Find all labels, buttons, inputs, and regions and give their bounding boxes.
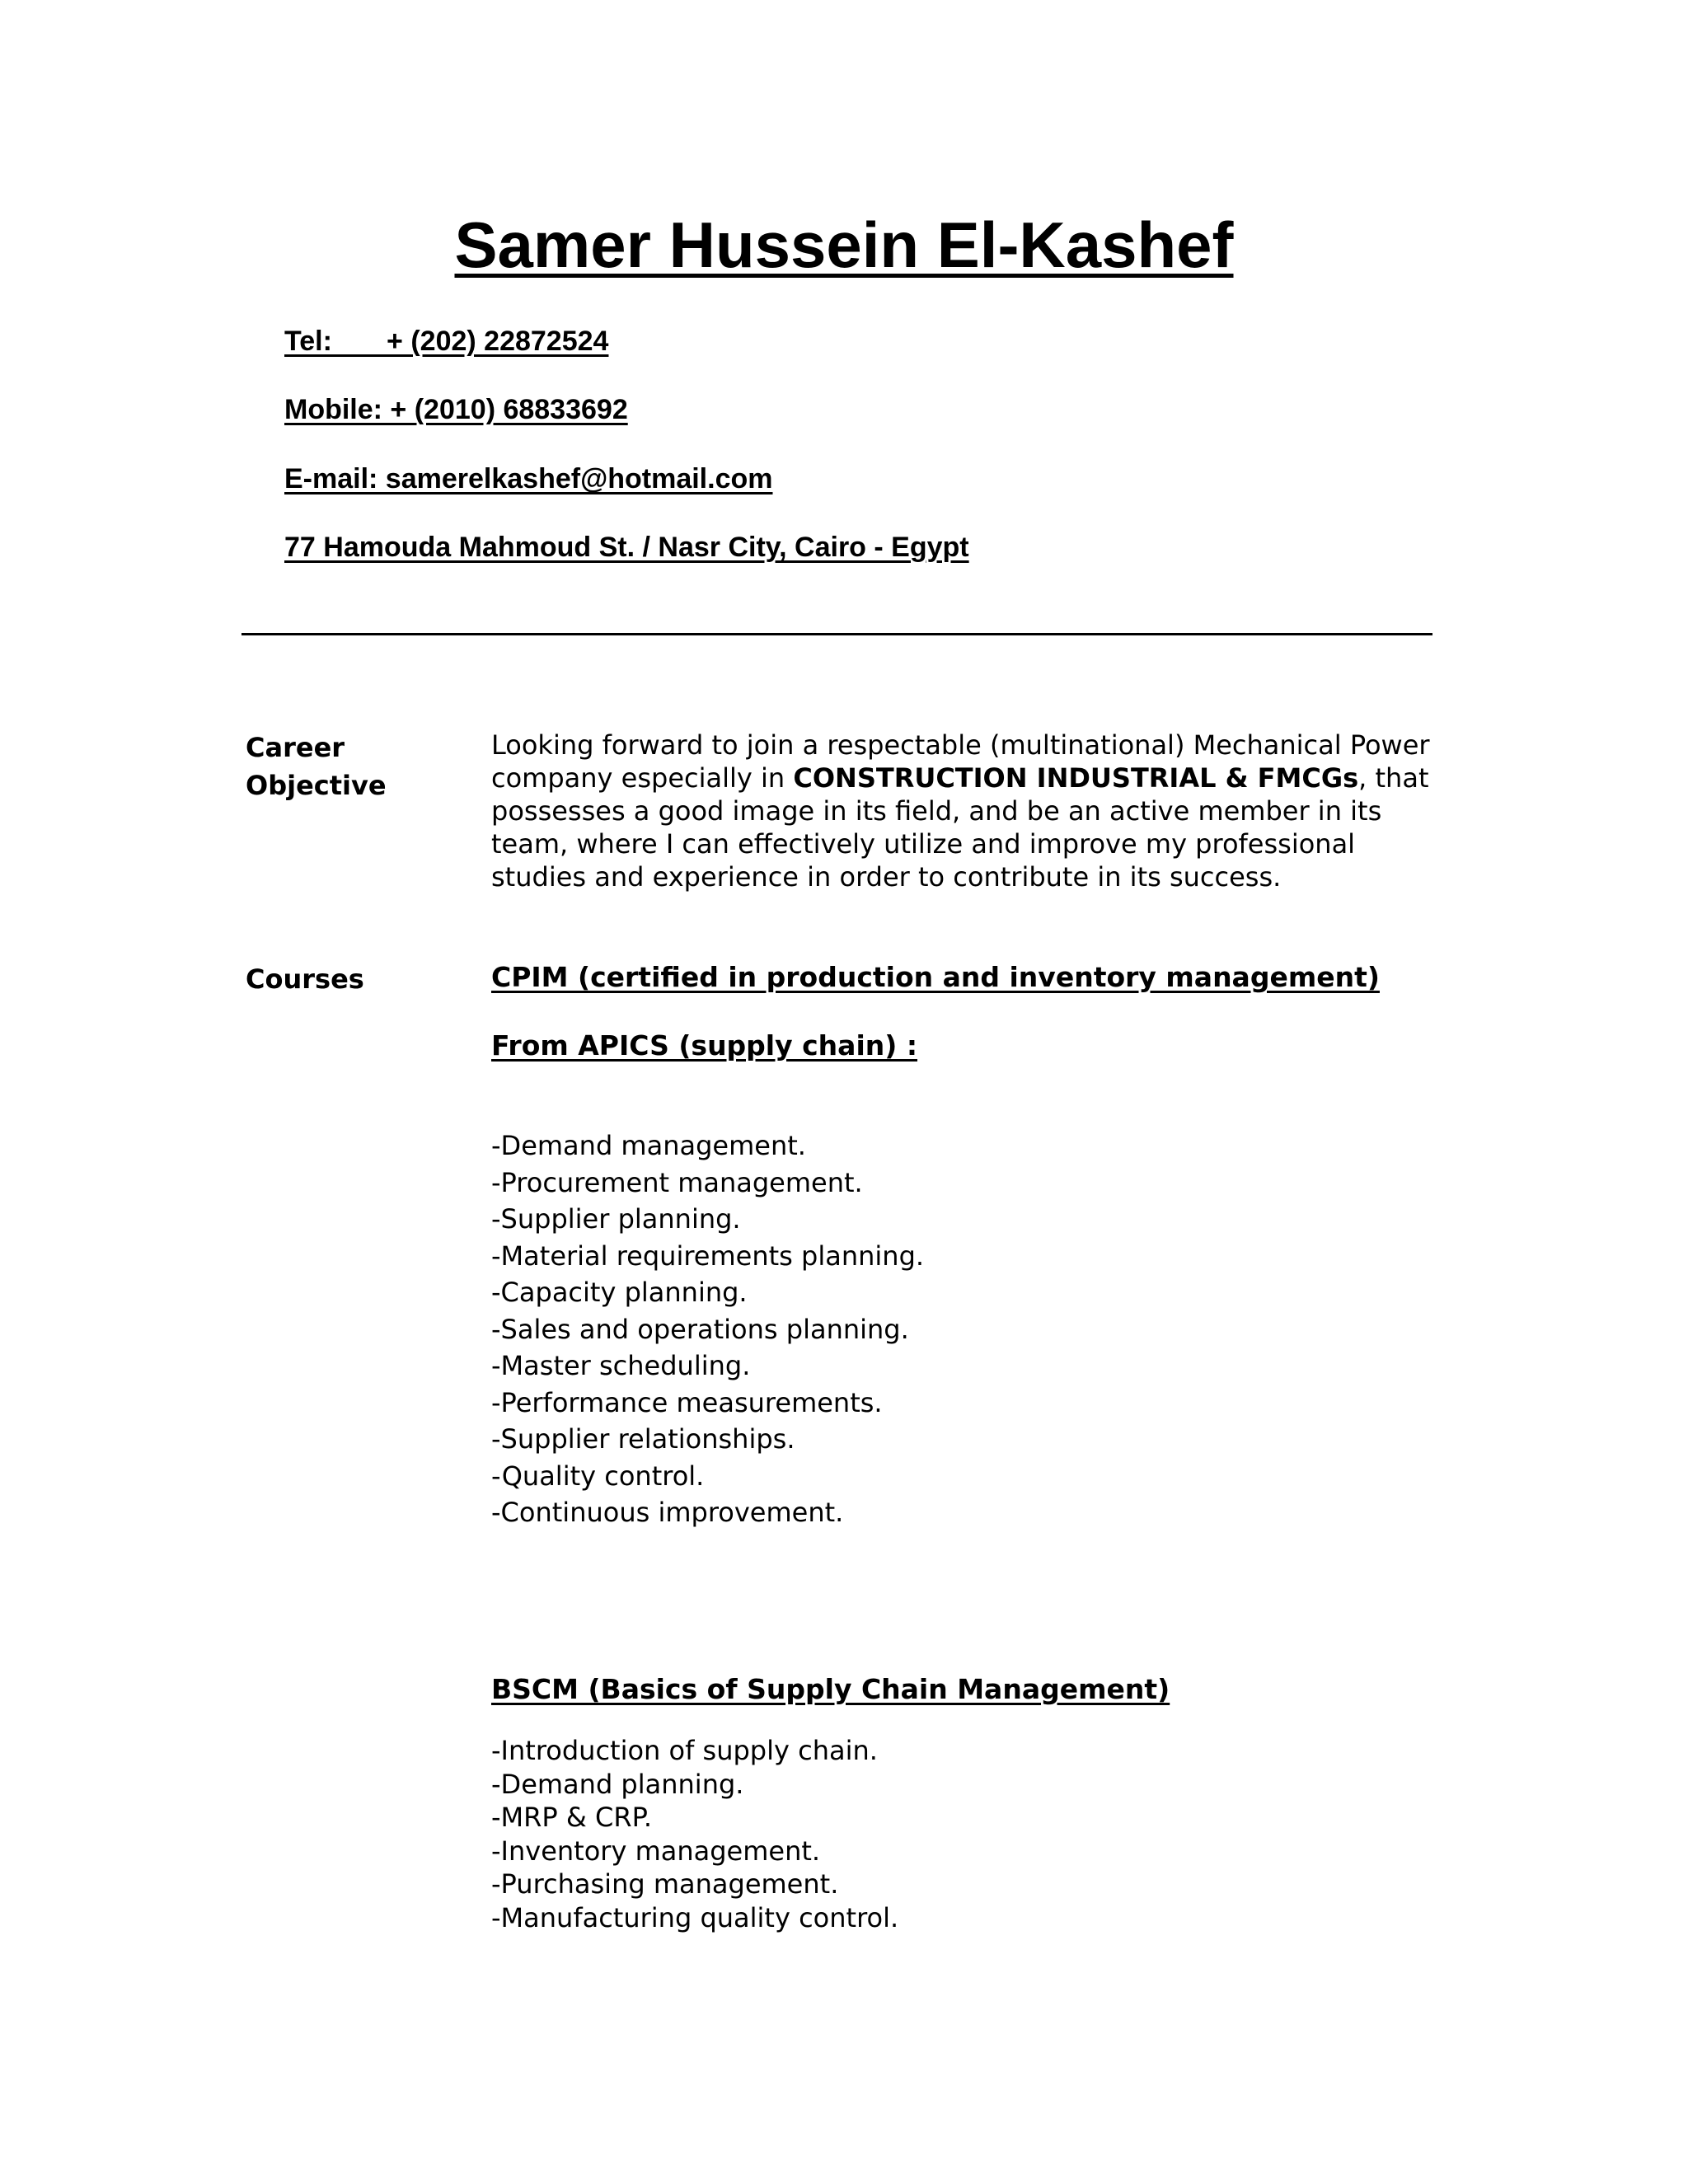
contact-tel: Tel: + (202) 22872524 — [284, 326, 609, 357]
cpim-heading: CPIM (certified in production and inventory management) — [491, 961, 1380, 993]
list-item: -Manufacturing quality control. — [491, 1901, 899, 1933]
list-item: -MRP & CRP. — [491, 1802, 653, 1833]
bscm-heading: BSCM (Basics of Supply Chain Management) — [491, 1673, 1170, 1705]
cpim-subheading: From APICS (supply chain) : — [491, 1029, 918, 1062]
career-objective-label — [246, 729, 387, 804]
list-item: -Material requirements planning. — [491, 1240, 925, 1272]
list-item: -Demand management. — [491, 1130, 806, 1161]
list-item: -Procurement management. — [491, 1166, 863, 1198]
list-item: -Continuous improvement. — [491, 1497, 844, 1528]
career-objective-text — [491, 729, 1447, 893]
list-item: -Sales and operations planning. — [491, 1313, 909, 1345]
courses-label: Courses — [246, 963, 364, 995]
list-item: -Introduction of supply chain. — [491, 1735, 878, 1766]
objective-text-bold: CONSTRUCTION INDUSTRIAL & FMCGs — [793, 762, 1359, 794]
contact-mobile: Mobile: + (2010) 68833692 — [284, 394, 628, 425]
bscm-course-list — [491, 1734, 898, 1934]
list-item: -Performance measurements. — [491, 1386, 883, 1418]
list-item: -Capacity planning. — [491, 1277, 748, 1308]
objective-text-part2: , that possesses a good image in its field, and be an active member in its team, where I can effectively utilize and improve my professional studies and experience in order to contribute in its success. — [491, 762, 1429, 893]
list-item: -Inventory management. — [491, 1835, 821, 1867]
list-item: -Demand planning. — [491, 1768, 744, 1800]
contact-address: 77 Hamouda Mahmoud St. / Nasr City, Cairo - Egypt — [284, 532, 969, 563]
resume-name-text: Samer Hussein El-Kashef — [454, 209, 1234, 281]
contact-email: E-mail: samerelkashef@hotmail.com — [284, 463, 773, 494]
career-objective-label-line2: Objective — [246, 770, 387, 801]
resume-name — [0, 208, 1688, 282]
career-objective-label-line1: Career — [246, 732, 345, 763]
list-item: -Master scheduling. — [491, 1350, 751, 1381]
objective-text-part1: Looking forward to join a respectable (multinational) Mechanical Power company especially in — [491, 729, 1430, 794]
list-item: -Supplier relationships. — [491, 1423, 795, 1455]
list-item: -Purchasing management. — [491, 1868, 839, 1900]
cpim-course-list — [491, 1127, 924, 1531]
section-divider — [241, 633, 1432, 635]
list-item: -Supplier planning. — [491, 1203, 741, 1235]
list-item: -Quality control. — [491, 1460, 705, 1492]
